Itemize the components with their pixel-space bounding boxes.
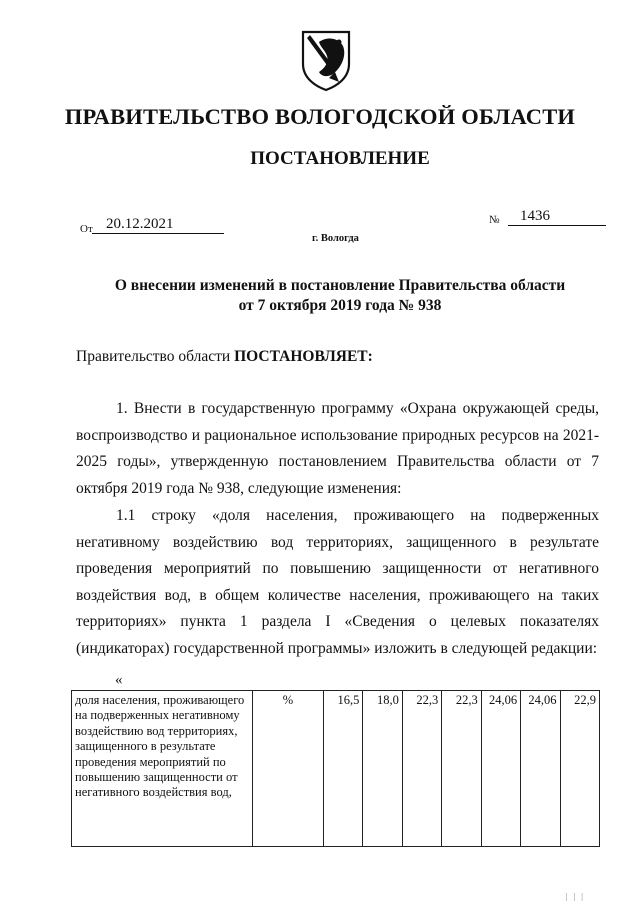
preamble-text: Правительство области — [76, 348, 231, 365]
preamble — [76, 348, 373, 366]
document-type: ПОСТАНОВЛЕНИЕ — [250, 148, 430, 169]
document-number: 1436 — [508, 207, 606, 226]
indicator-value: 22,3 — [442, 691, 481, 847]
indicator-table — [71, 690, 600, 847]
paragraph-1-1: 1.1 строку «доля населения, проживающего на подверженных негативному воздействию вод территориях, защищенного в результате проведения мероприятий по повышению защищенности от негативного воздействия вод, в общем количестве населения, проживающего на таких территориях» пункта 1 раздела I «Сведения о целевых показателях (индикаторах) государственной программы» изложить в следующей редакции: — [76, 507, 599, 657]
indicator-value: 18,0 — [363, 691, 402, 847]
preamble-bold: ПОСТАНОВЛЯЕТ: — [234, 348, 373, 365]
indicator-unit: % — [253, 691, 324, 847]
indicator-value: 24,06 — [521, 691, 560, 847]
city-label: г. Вологда — [312, 233, 359, 244]
coat-of-arms-emblem — [299, 28, 353, 92]
document-date: 20.12.2021 — [92, 215, 224, 234]
paragraph-1: 1. Внести в государственную программу «Охрана окружающей среды, воспроизводство и рациональное использование природных ресурсов на 2021-2025 годы», утвержденную постановлением Правительства области от 7 октября 2019 года № 938, следующие изменения: — [76, 400, 599, 497]
indicator-description: доля населения, проживающего на подверженных негативному воздействию вод территориях, защищенного в результате проведения мероприятий по повышению защищенности от негативного воздействия вод, — [72, 691, 253, 847]
footer-mark: | | | — [566, 892, 585, 901]
organization-title: ПРАВИТЕЛЬСТВО ВОЛОГОДСКОЙ ОБЛАСТИ — [64, 104, 576, 129]
table-row — [72, 691, 600, 847]
heading-line-2: от 7 октября 2019 года № 938 — [238, 297, 442, 314]
indicator-value: 22,9 — [560, 691, 599, 847]
date-label: От — [80, 223, 93, 235]
indicator-value: 16,5 — [324, 691, 363, 847]
opening-quote: « — [115, 672, 123, 688]
indicator-value: 24,06 — [481, 691, 520, 847]
document-heading — [0, 276, 640, 316]
indicator-value: 22,3 — [402, 691, 441, 847]
number-label: № — [489, 214, 500, 226]
heading-line-1: О внесении изменений в постановление Правительства области — [114, 277, 566, 294]
